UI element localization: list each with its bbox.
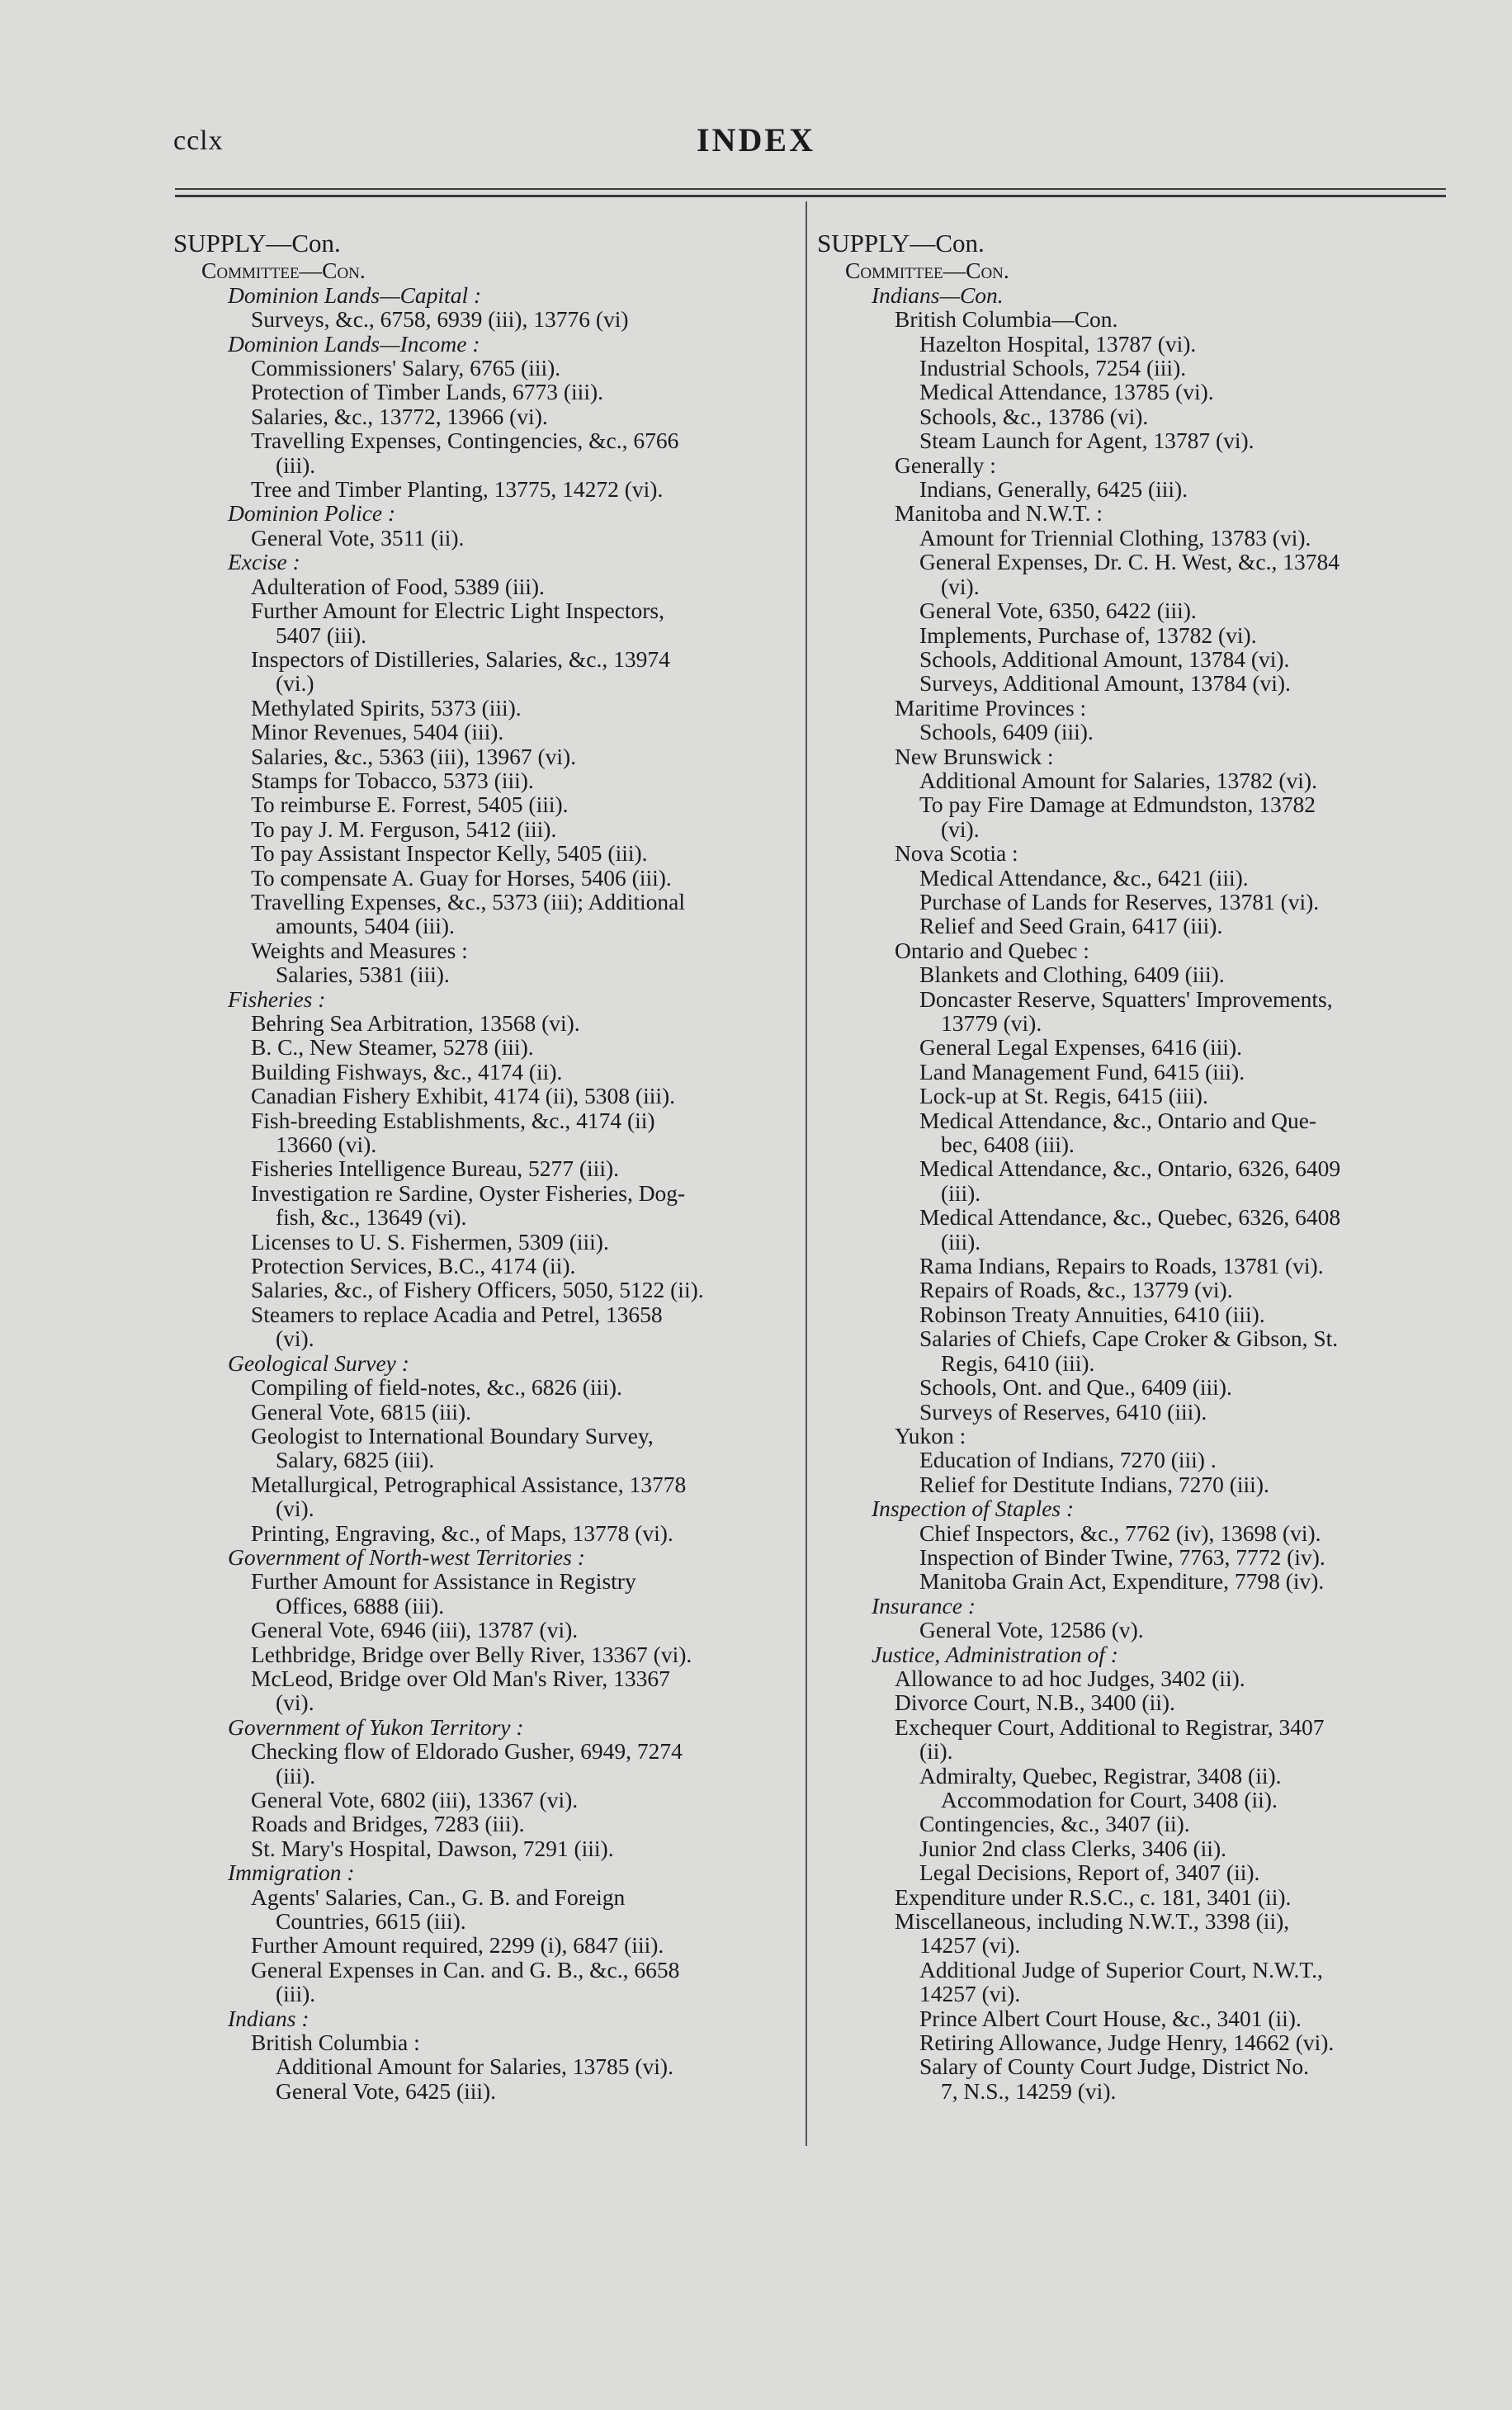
index-entry: Geologist to International Boundary Survey, — [251, 1422, 654, 1448]
page-number: cclx — [173, 125, 224, 156]
index-entry: (vi.) — [276, 670, 314, 697]
index-entry: Stamps for Tobacco, 5373 (iii). — [251, 767, 534, 793]
index-entry: Protection Services, B.C., 4174 (ii). — [251, 1253, 576, 1279]
index-entry: Legal Decisions, Report of, 3407 (ii). — [919, 1859, 1260, 1886]
index-entry: Weights and Measures : — [251, 937, 468, 963]
index-entry: Inspection of Binder Twine, 7763, 7772 (iv). — [919, 1543, 1325, 1570]
index-entry: Offices, 6888 (iii). — [276, 1592, 445, 1618]
index-entry: To pay Fire Damage at Edmundston, 13782 — [919, 792, 1316, 818]
index-entry: Committee—Con. — [845, 258, 1009, 284]
index-entry: Additional Judge of Superior Court, N.W.T., — [919, 1956, 1323, 1982]
index-entry: Retiring Allowance, Judge Henry, 14662 (vi). — [919, 2030, 1335, 2056]
index-entry: (iii). — [276, 1981, 316, 2007]
index-entry: Steam Launch for Agent, 13787 (vi). — [919, 428, 1254, 454]
index-entry: Repairs of Roads, &c., 13779 (vi). — [919, 1277, 1233, 1303]
index-entry: Prince Albert Court House, &c., 3401 (ii). — [919, 2005, 1302, 2031]
index-entry: Ontario and Quebec : — [895, 937, 1089, 963]
index-entry: Schools, &c., 13786 (vi). — [919, 403, 1149, 429]
index-entry: Robinson Treaty Annuities, 6410 (iii). — [919, 1301, 1265, 1327]
left-column — [173, 231, 801, 2103]
index-entry: Exchequer Court, Additional to Registrar, 3407 — [895, 1713, 1325, 1740]
index-entry: Allowance to ad hoc Judges, 3402 (ii). — [895, 1665, 1245, 1691]
index-entry: Fisheries : — [228, 985, 326, 1012]
index-entry: bec, 6408 (iii). — [941, 1132, 1075, 1158]
index-entry: 14257 (vi). — [919, 1981, 1021, 2007]
index-entry: Salaries, 5381 (iii). — [276, 962, 450, 988]
index-entry: British Columbia—Con. — [895, 306, 1118, 333]
index-entry: Yukon : — [895, 1422, 966, 1448]
index-entry: Salary of County Court Judge, District No. — [919, 2053, 1310, 2080]
index-entry: Travelling Expenses, Contingencies, &c., 6766 — [251, 428, 679, 454]
index-entry: Schools, Additional Amount, 13784 (vi). — [919, 645, 1290, 672]
index-entry: Schools, Ont. and Que., 6409 (iii). — [919, 1374, 1232, 1401]
index-entry: Metallurgical, Petrographical Assistance, 13778 — [251, 1471, 687, 1497]
index-entry: Investigation re Sardine, Oyster Fisheries, Dog- — [251, 1179, 686, 1206]
index-entry: McLeod, Bridge over Old Man's River, 13367 — [251, 1665, 670, 1691]
index-entry: Admiralty, Quebec, Registrar, 3408 (ii). — [919, 1762, 1282, 1789]
index-entry: Inspectors of Distilleries, Salaries, &c., 13974 — [251, 645, 670, 672]
index-entry: Licenses to U. S. Fishermen, 5309 (iii). — [251, 1228, 609, 1255]
index-entry: Divorce Court, N.B., 3400 (ii). — [895, 1689, 1175, 1716]
index-entry: Travelling Expenses, &c., 5373 (iii); Additional — [251, 888, 686, 914]
index-entry: General Vote, 12586 (v). — [919, 1617, 1144, 1643]
index-entry: Amount for Triennial Clothing, 13783 (vi). — [919, 524, 1311, 551]
index-entry: Further Amount for Electric Light Inspectors, — [251, 598, 664, 624]
index-entry: Land Management Fund, 6415 (iii). — [919, 1058, 1245, 1084]
index-entry: Contingencies, &c., 3407 (ii). — [919, 1811, 1190, 1837]
index-entry: Checking flow of Eldorado Gusher, 6949, 7274 — [251, 1738, 683, 1765]
index-entry: Manitoba and N.W.T. : — [895, 500, 1103, 527]
right-column — [817, 231, 1444, 2103]
index-entry: Medical Attendance, &c., Ontario and Que- — [919, 1107, 1317, 1133]
index-entry: Nova Scotia : — [895, 840, 1018, 867]
index-entry: Further Amount required, 2299 (i), 6847 (iii). — [251, 1932, 664, 1959]
index-entry: To compensate A. Guay for Horses, 5406 (iii). — [251, 864, 672, 891]
index-entry: Protection of Timber Lands, 6773 (iii). — [251, 379, 603, 405]
index-entry: General Vote, 3511 (ii). — [251, 524, 465, 551]
index-entry: Junior 2nd class Clerks, 3406 (ii). — [919, 1835, 1226, 1861]
index-entry: Miscellaneous, including N.W.T., 3398 (ii), — [895, 1908, 1290, 1935]
index-entry: Maritime Provinces : — [895, 694, 1087, 721]
index-entry: Industrial Schools, 7254 (iii). — [919, 355, 1187, 381]
index-entry: General Expenses, Dr. C. H. West, &c., 13784 — [919, 549, 1340, 575]
index-entry: British Columbia : — [251, 2030, 420, 2056]
index-entry: Salaries, &c., 13772, 13966 (vi). — [251, 403, 548, 429]
index-entry: (iii). — [276, 1762, 316, 1789]
index-entry: fish, &c., 13649 (vi). — [276, 1204, 467, 1231]
index-entry: Surveys, Additional Amount, 13784 (vi). — [919, 670, 1291, 697]
index-entry: 13660 (vi). — [276, 1132, 377, 1158]
index-entry: Doncaster Reserve, Squatters' Improvements, — [919, 985, 1333, 1012]
index-entry: (iii). — [276, 451, 316, 478]
index-entry: General Vote, 6815 (iii). — [251, 1398, 472, 1425]
index-entry: Blankets and Clothing, 6409 (iii). — [919, 962, 1225, 988]
index-entry: General Vote, 6946 (iii), 13787 (vi). — [251, 1617, 579, 1643]
index-entry: Manitoba Grain Act, Expenditure, 7798 (iv). — [919, 1568, 1325, 1595]
index-entry: Relief and Seed Grain, 6417 (iii). — [919, 913, 1223, 939]
index-entry: Additional Amount for Salaries, 13782 (vi). — [919, 767, 1317, 793]
index-entry: 14257 (vi). — [919, 1932, 1021, 1959]
index-entry: Indians—Con. — [872, 281, 1004, 308]
index-entry: Dominion Lands—Capital : — [228, 281, 482, 308]
index-entry: To pay Assistant Inspector Kelly, 5405 (iii). — [251, 840, 648, 867]
index-entry: Countries, 6615 (iii). — [276, 1908, 466, 1935]
index-entry: Dominion Police : — [228, 500, 396, 527]
index-entry: Government of North-west Territories : — [228, 1543, 585, 1570]
index-entry: Justice, Administration of : — [872, 1641, 1118, 1667]
index-entry: (vi). — [276, 1326, 314, 1352]
index-entry: 13779 (vi). — [941, 1010, 1042, 1036]
index-entry: Surveys, &c., 6758, 6939 (iii), 13776 (vi) — [251, 306, 629, 333]
index-entry: (vi). — [276, 1689, 314, 1716]
index-entry: Salaries, &c., of Fishery Officers, 5050, 5122 (ii). — [251, 1277, 704, 1303]
index-entry: 5407 (iii). — [276, 621, 366, 648]
index-entry: Commissioners' Salary, 6765 (iii). — [251, 355, 561, 381]
index-entry: Lethbridge, Bridge over Belly River, 13367 (vi). — [251, 1641, 692, 1667]
index-entry: Education of Indians, 7270 (iii) . — [919, 1447, 1217, 1473]
index-entry: General Vote, 6350, 6422 (iii). — [919, 598, 1197, 624]
index-entry: Indians : — [228, 2005, 309, 2031]
header-rule-double — [175, 195, 1446, 197]
index-entry: (vi). — [941, 815, 980, 842]
index-entry: Dominion Lands—Income : — [228, 330, 480, 357]
index-entry: Behring Sea Arbitration, 13568 (vi). — [251, 1010, 580, 1036]
index-entry: Compiling of field-notes, &c., 6826 (iii). — [251, 1374, 622, 1401]
index-entry: Relief for Destitute Indians, 7270 (iii). — [919, 1471, 1269, 1497]
index-entry: Indians, Generally, 6425 (iii). — [919, 476, 1188, 503]
index-entry: Accommodation for Court, 3408 (ii). — [941, 1787, 1278, 1812]
header-rule — [175, 188, 1446, 190]
index-entry: 7, N.S., 14259 (vi). — [941, 2077, 1117, 2104]
index-entry: Salary, 6825 (iii). — [276, 1447, 435, 1473]
index-entry: Canadian Fishery Exhibit, 4174 (ii), 5308 (iii). — [251, 1083, 676, 1109]
index-entry: (ii). — [919, 1738, 953, 1765]
index-entry: To pay J. M. Ferguson, 5412 (iii). — [251, 815, 557, 842]
index-entry: Agents' Salaries, Can., G. B. and Foreign — [251, 1883, 626, 1910]
index-entry: (iii). — [941, 1179, 981, 1206]
index-entry: Building Fishways, &c., 4174 (ii). — [251, 1058, 563, 1084]
index-entry: Insurance : — [872, 1592, 976, 1618]
index-entry: (iii). — [941, 1228, 981, 1255]
index-entry: Immigration : — [228, 1859, 355, 1886]
index-entry: Geological Survey : — [228, 1349, 409, 1376]
index-entry: Rama Indians, Repairs to Roads, 13781 (vi). — [919, 1253, 1324, 1279]
index-entry: Surveys of Reserves, 6410 (iii). — [919, 1398, 1207, 1425]
index-entry: Fish-breeding Establishments, &c., 4174 (ii) — [251, 1107, 655, 1133]
index-entry: Roads and Bridges, 7283 (iii). — [251, 1811, 525, 1837]
index-entry: General Vote, 6425 (iii). — [276, 2077, 497, 2104]
index-entry: Tree and Timber Planting, 13775, 14272 (vi). — [251, 476, 664, 503]
page-title: INDEX — [697, 121, 815, 158]
index-entry: Further Amount for Assistance in Registry — [251, 1568, 636, 1595]
index-entry: Implements, Purchase of, 13782 (vi). — [919, 621, 1257, 648]
index-entry: Steamers to replace Acadia and Petrel, 13658 — [251, 1301, 663, 1327]
index-entry: SUPPLY—Con. — [173, 229, 341, 258]
index-entry: Medical Attendance, &c., Quebec, 6326, 6408 — [919, 1204, 1341, 1231]
index-entry: Chief Inspectors, &c., 7762 (iv), 13698 (vi). — [919, 1519, 1321, 1546]
index-entry: Fisheries Intelligence Bureau, 5277 (iii). — [251, 1155, 619, 1182]
index-entry: General Expenses in Can. and G. B., &c., 6658 — [251, 1956, 680, 1982]
index-entry: Minor Revenues, 5404 (iii). — [251, 719, 504, 745]
index-entry: Generally : — [895, 451, 996, 478]
index-entry: amounts, 5404 (iii). — [276, 913, 455, 939]
index-entry: To reimburse E. Forrest, 5405 (iii). — [251, 792, 569, 818]
index-entry: General Vote, 6802 (iii), 13367 (vi). — [251, 1787, 579, 1812]
index-entry: Additional Amount for Salaries, 13785 (vi). — [276, 2053, 673, 2080]
column-divider — [806, 201, 807, 2146]
index-entry: Medical Attendance, &c., Ontario, 6326, 6409 — [919, 1155, 1341, 1182]
index-entry: Lock-up at St. Regis, 6415 (iii). — [919, 1083, 1208, 1109]
index-entry: Methylated Spirits, 5373 (iii). — [251, 694, 522, 721]
index-entry: B. C., New Steamer, 5278 (iii). — [251, 1034, 534, 1061]
index-entry: Inspection of Staples : — [872, 1496, 1075, 1522]
index-entry: Medical Attendance, &c., 6421 (iii). — [919, 864, 1249, 891]
index-entry: General Legal Expenses, 6416 (iii). — [919, 1034, 1242, 1061]
index-entry: Medical Attendance, 13785 (vi). — [919, 379, 1214, 405]
index-entry: Salaries of Chiefs, Cape Croker & Gibson, St. — [919, 1326, 1339, 1352]
index-entry: Schools, 6409 (iii). — [919, 719, 1094, 745]
index-entry: (vi). — [276, 1496, 314, 1522]
index-entry: St. Mary's Hospital, Dawson, 7291 (iii). — [251, 1835, 614, 1861]
index-entry: Regis, 6410 (iii). — [941, 1349, 1095, 1376]
index-entry: Salaries, &c., 5363 (iii), 13967 (vi). — [251, 743, 577, 769]
index-entry: Excise : — [228, 549, 300, 575]
index-entry: Hazelton Hospital, 13787 (vi). — [919, 330, 1197, 357]
index-entry: (vi). — [941, 573, 980, 599]
index-entry: SUPPLY—Con. — [817, 229, 985, 258]
index-entry: Committee—Con. — [201, 258, 366, 284]
index-entry: Expenditure under R.S.C., c. 181, 3401 (ii). — [895, 1883, 1292, 1910]
index-entry: Government of Yukon Territory : — [228, 1713, 524, 1740]
index-entry: Adulteration of Food, 5389 (iii). — [251, 573, 545, 599]
index-entry: New Brunswick : — [895, 743, 1054, 769]
index-entry: Purchase of Lands for Reserves, 13781 (vi). — [919, 888, 1320, 914]
index-entry: Printing, Engraving, &c., of Maps, 13778 (vi). — [251, 1519, 673, 1546]
